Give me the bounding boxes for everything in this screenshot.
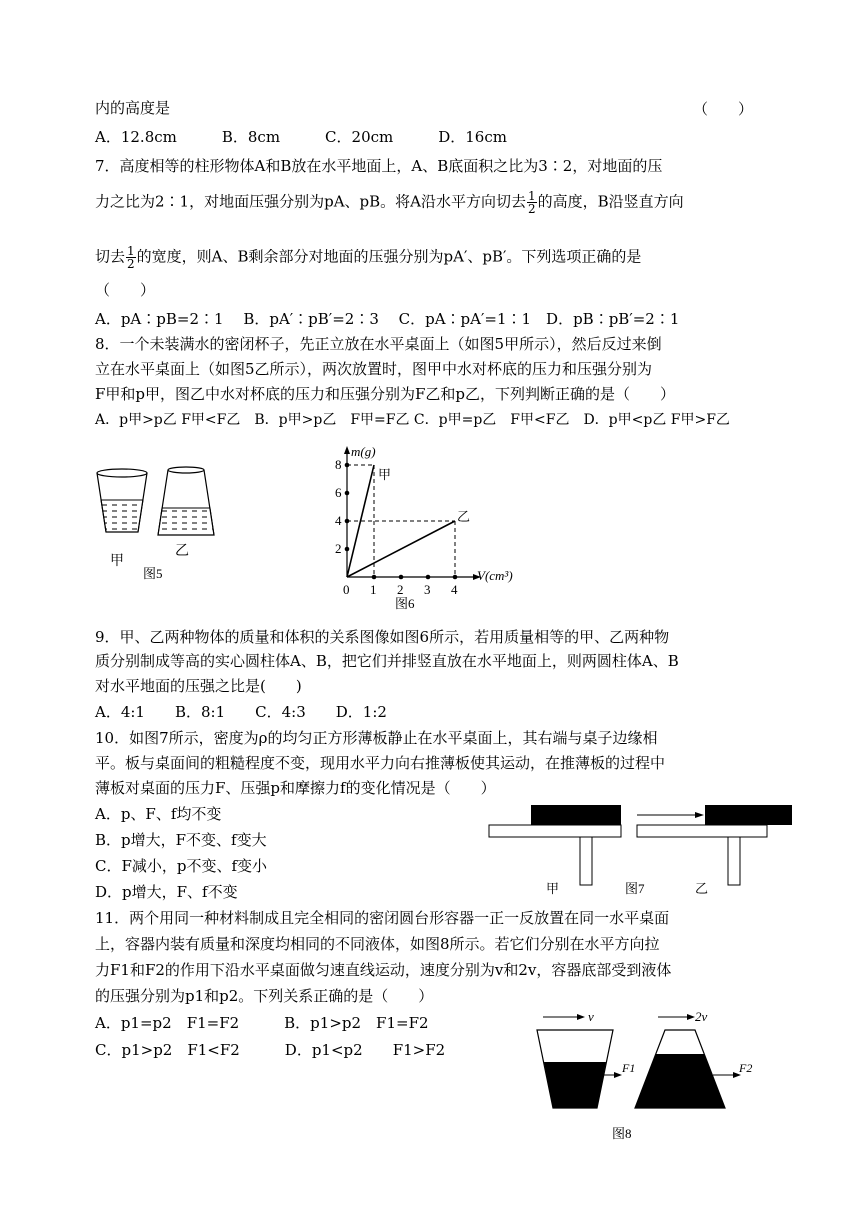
q7-options: A．pA∶pB=2∶1 B．pA′∶pB′=2∶3 C．pA∶pA′=1∶1 D．pB∶pB′=2∶1 bbox=[95, 310, 680, 328]
liquid-right bbox=[635, 1054, 725, 1108]
q9-options: A．4:1 B．8:1 C．4:3 D．1:2 bbox=[95, 703, 387, 721]
q7-line-3 bbox=[95, 245, 641, 270]
q11-line-2: 上，容器内装有质量和深度均相同的不同液体，如图8所示。若它们分别在水平方向拉 bbox=[95, 935, 660, 953]
q8-options: A．p甲>p乙 F甲<F乙 B．p甲>p乙 F甲=F乙 C．p甲=p乙 F甲<F乙 D．p甲<p乙 F甲>F乙 bbox=[95, 412, 730, 428]
q10-option-a: A．p、F、f均不变 bbox=[95, 805, 222, 823]
q9-line-3: 对水平地面的压强之比是( ) bbox=[95, 677, 302, 695]
fraction-half-1: $\frac{1}{2}$ bbox=[527, 189, 536, 216]
q7-paren: （ ） bbox=[95, 281, 156, 299]
table-jia bbox=[489, 825, 621, 837]
q6-options: A．12.8cm B．8cm C．20cm D．16cm bbox=[95, 128, 507, 146]
q8-line-2: 立在水平桌面上（如图5乙所示），两次放置时，图甲中水对杯底的压力和压强分别为 bbox=[95, 360, 653, 378]
figure-6-chart bbox=[325, 440, 525, 615]
f1-arrow-head bbox=[614, 1072, 622, 1078]
water-yi bbox=[158, 508, 214, 535]
x-tick-dot bbox=[426, 575, 431, 580]
fig5-label-jia: 甲 bbox=[110, 554, 124, 569]
v1-label: v bbox=[588, 1010, 594, 1024]
q7-line-3b: 的宽度，则A、B剩余部分对地面的压强分别为pA′、pB′。下列选项正确的是 bbox=[136, 247, 642, 266]
figure-8 bbox=[525, 1010, 765, 1145]
plate-yi bbox=[705, 805, 792, 825]
y-tick-dot bbox=[345, 547, 350, 552]
series-label-0: 甲 bbox=[378, 467, 392, 482]
fig8-caption: 图8 bbox=[612, 1126, 632, 1141]
fig6-caption: 图6 bbox=[395, 596, 415, 611]
fraction-half-2: $\frac{1}{2}$ bbox=[127, 244, 135, 271]
q11-options-cd: C．p1>p2 F1<F2 D．p1<p2 F1>F2 bbox=[95, 1041, 446, 1059]
q11-line-4: 的压强分别为p1和p2。下列关系正确的是（ ） bbox=[95, 987, 434, 1005]
fig7-label-jia: 甲 bbox=[546, 881, 560, 896]
x-tick-label: 3 bbox=[424, 582, 431, 597]
y-axis-label: m(g) bbox=[351, 444, 376, 459]
y-tick-label: 2 bbox=[335, 541, 342, 556]
plate-jia bbox=[531, 805, 621, 825]
figure-7 bbox=[485, 800, 795, 900]
q9-line-2: 质分别制成等高的实心圆柱体A、B，把它们并排竖直放在水平地面上，则两圆柱体A、B bbox=[95, 652, 679, 670]
cup-yi-top bbox=[168, 467, 204, 473]
q10-line-3: 薄板对桌面的压力F、压强p和摩擦力f的变化情况是（ ） bbox=[95, 779, 496, 797]
q11-line-3: 力F1和F2的作用下沿水平桌面做匀速直线运动，速度分别为v和2v，容器底部受到液体 bbox=[95, 961, 672, 979]
y-tick-label: 4 bbox=[335, 513, 342, 528]
y-axis-arrow bbox=[344, 446, 350, 454]
fig5-label-yi: 乙 bbox=[175, 544, 189, 559]
q8-line-3: F甲和p甲，图乙中水对杯底的压力和压强分别为F乙和p乙，下列判断正确的是（ ） bbox=[95, 385, 676, 403]
table-leg-yi bbox=[728, 837, 740, 885]
x-tick-dot bbox=[399, 575, 404, 580]
x-tick-label: 2 bbox=[397, 582, 404, 597]
f1-label: F1 bbox=[622, 1061, 636, 1075]
y-tick-label: 8 bbox=[335, 457, 342, 472]
x-tick-label: 1 bbox=[370, 582, 377, 597]
table-yi bbox=[637, 825, 767, 837]
cup-jia-rim bbox=[97, 469, 147, 477]
q7-line-2b: 的高度，B沿竖直方向 bbox=[537, 192, 684, 211]
q10-option-d: D．p增大，F、f不变 bbox=[95, 883, 238, 901]
f2-label: F2 bbox=[739, 1061, 753, 1075]
q10-line-2: 平。板与桌面间的粗糙程度不变，现用水平力向右推薄板使其运动，在推薄板的过程中 bbox=[95, 754, 666, 772]
x-axis-label: V(cm³) bbox=[477, 568, 513, 583]
v2-arrow-head bbox=[687, 1014, 695, 1020]
q11-line-1: 11．两个用同一种材料制成且完全相同的密闭圆台形容器一正一反放置在同一水平桌面 bbox=[95, 909, 670, 927]
water-jia bbox=[101, 500, 143, 532]
v1-arrow-head bbox=[577, 1014, 585, 1020]
q11-options-ab: A．p1=p2 F1=F2 B．p1>p2 F1=F2 bbox=[95, 1014, 429, 1032]
x-tick-label: 4 bbox=[451, 582, 458, 597]
v2-label: 2v bbox=[695, 1010, 708, 1024]
y-tick-label: 6 bbox=[335, 485, 342, 500]
liquid-left bbox=[544, 1062, 606, 1108]
figure-5 bbox=[90, 460, 220, 585]
series-line-1 bbox=[347, 521, 455, 577]
q9-line-1: 9．甲、乙两种物体的质量和体积的关系图像如图6所示，若用质量相等的甲、乙两种物 bbox=[95, 628, 670, 646]
q7-line-2a: 力之比为2∶1，对地面压强分别为pA、pB。将A沿水平方向切去 bbox=[95, 192, 526, 211]
q7-line-1: 7．高度相等的柱形物体A和B放在水平地面上，A、B底面积之比为3∶2，对地面的压 bbox=[95, 157, 663, 175]
fig7-label-yi: 乙 bbox=[695, 881, 709, 896]
q7-line-3a: 切去 bbox=[95, 247, 126, 266]
q8-line-1: 8．一个未装满水的密闭杯子，先正立放在水平桌面上（如图5甲所示），然后反过来倒 bbox=[95, 335, 662, 353]
q7-line-2 bbox=[95, 190, 684, 215]
fig7-caption: 图7 bbox=[625, 881, 645, 896]
line-1: 内的高度是 bbox=[95, 99, 171, 117]
series-label-1: 乙 bbox=[457, 509, 471, 524]
table-leg-jia bbox=[580, 837, 592, 885]
y-tick-dot bbox=[345, 491, 350, 496]
q10-option-c: C．F减小，p不变、f变小 bbox=[95, 857, 268, 875]
push-arrow-head bbox=[695, 812, 704, 818]
x-tick-label: 0 bbox=[343, 582, 350, 597]
answer-paren: （ ） bbox=[693, 100, 754, 118]
q10-line-1: 10．如图7所示，密度为ρ的均匀正方形薄板静止在水平桌面上，其右端与桌子边缘相 bbox=[95, 729, 658, 747]
fig5-caption: 图5 bbox=[143, 566, 163, 581]
q10-option-b: B．p增大，F不变、f变大 bbox=[95, 831, 267, 849]
